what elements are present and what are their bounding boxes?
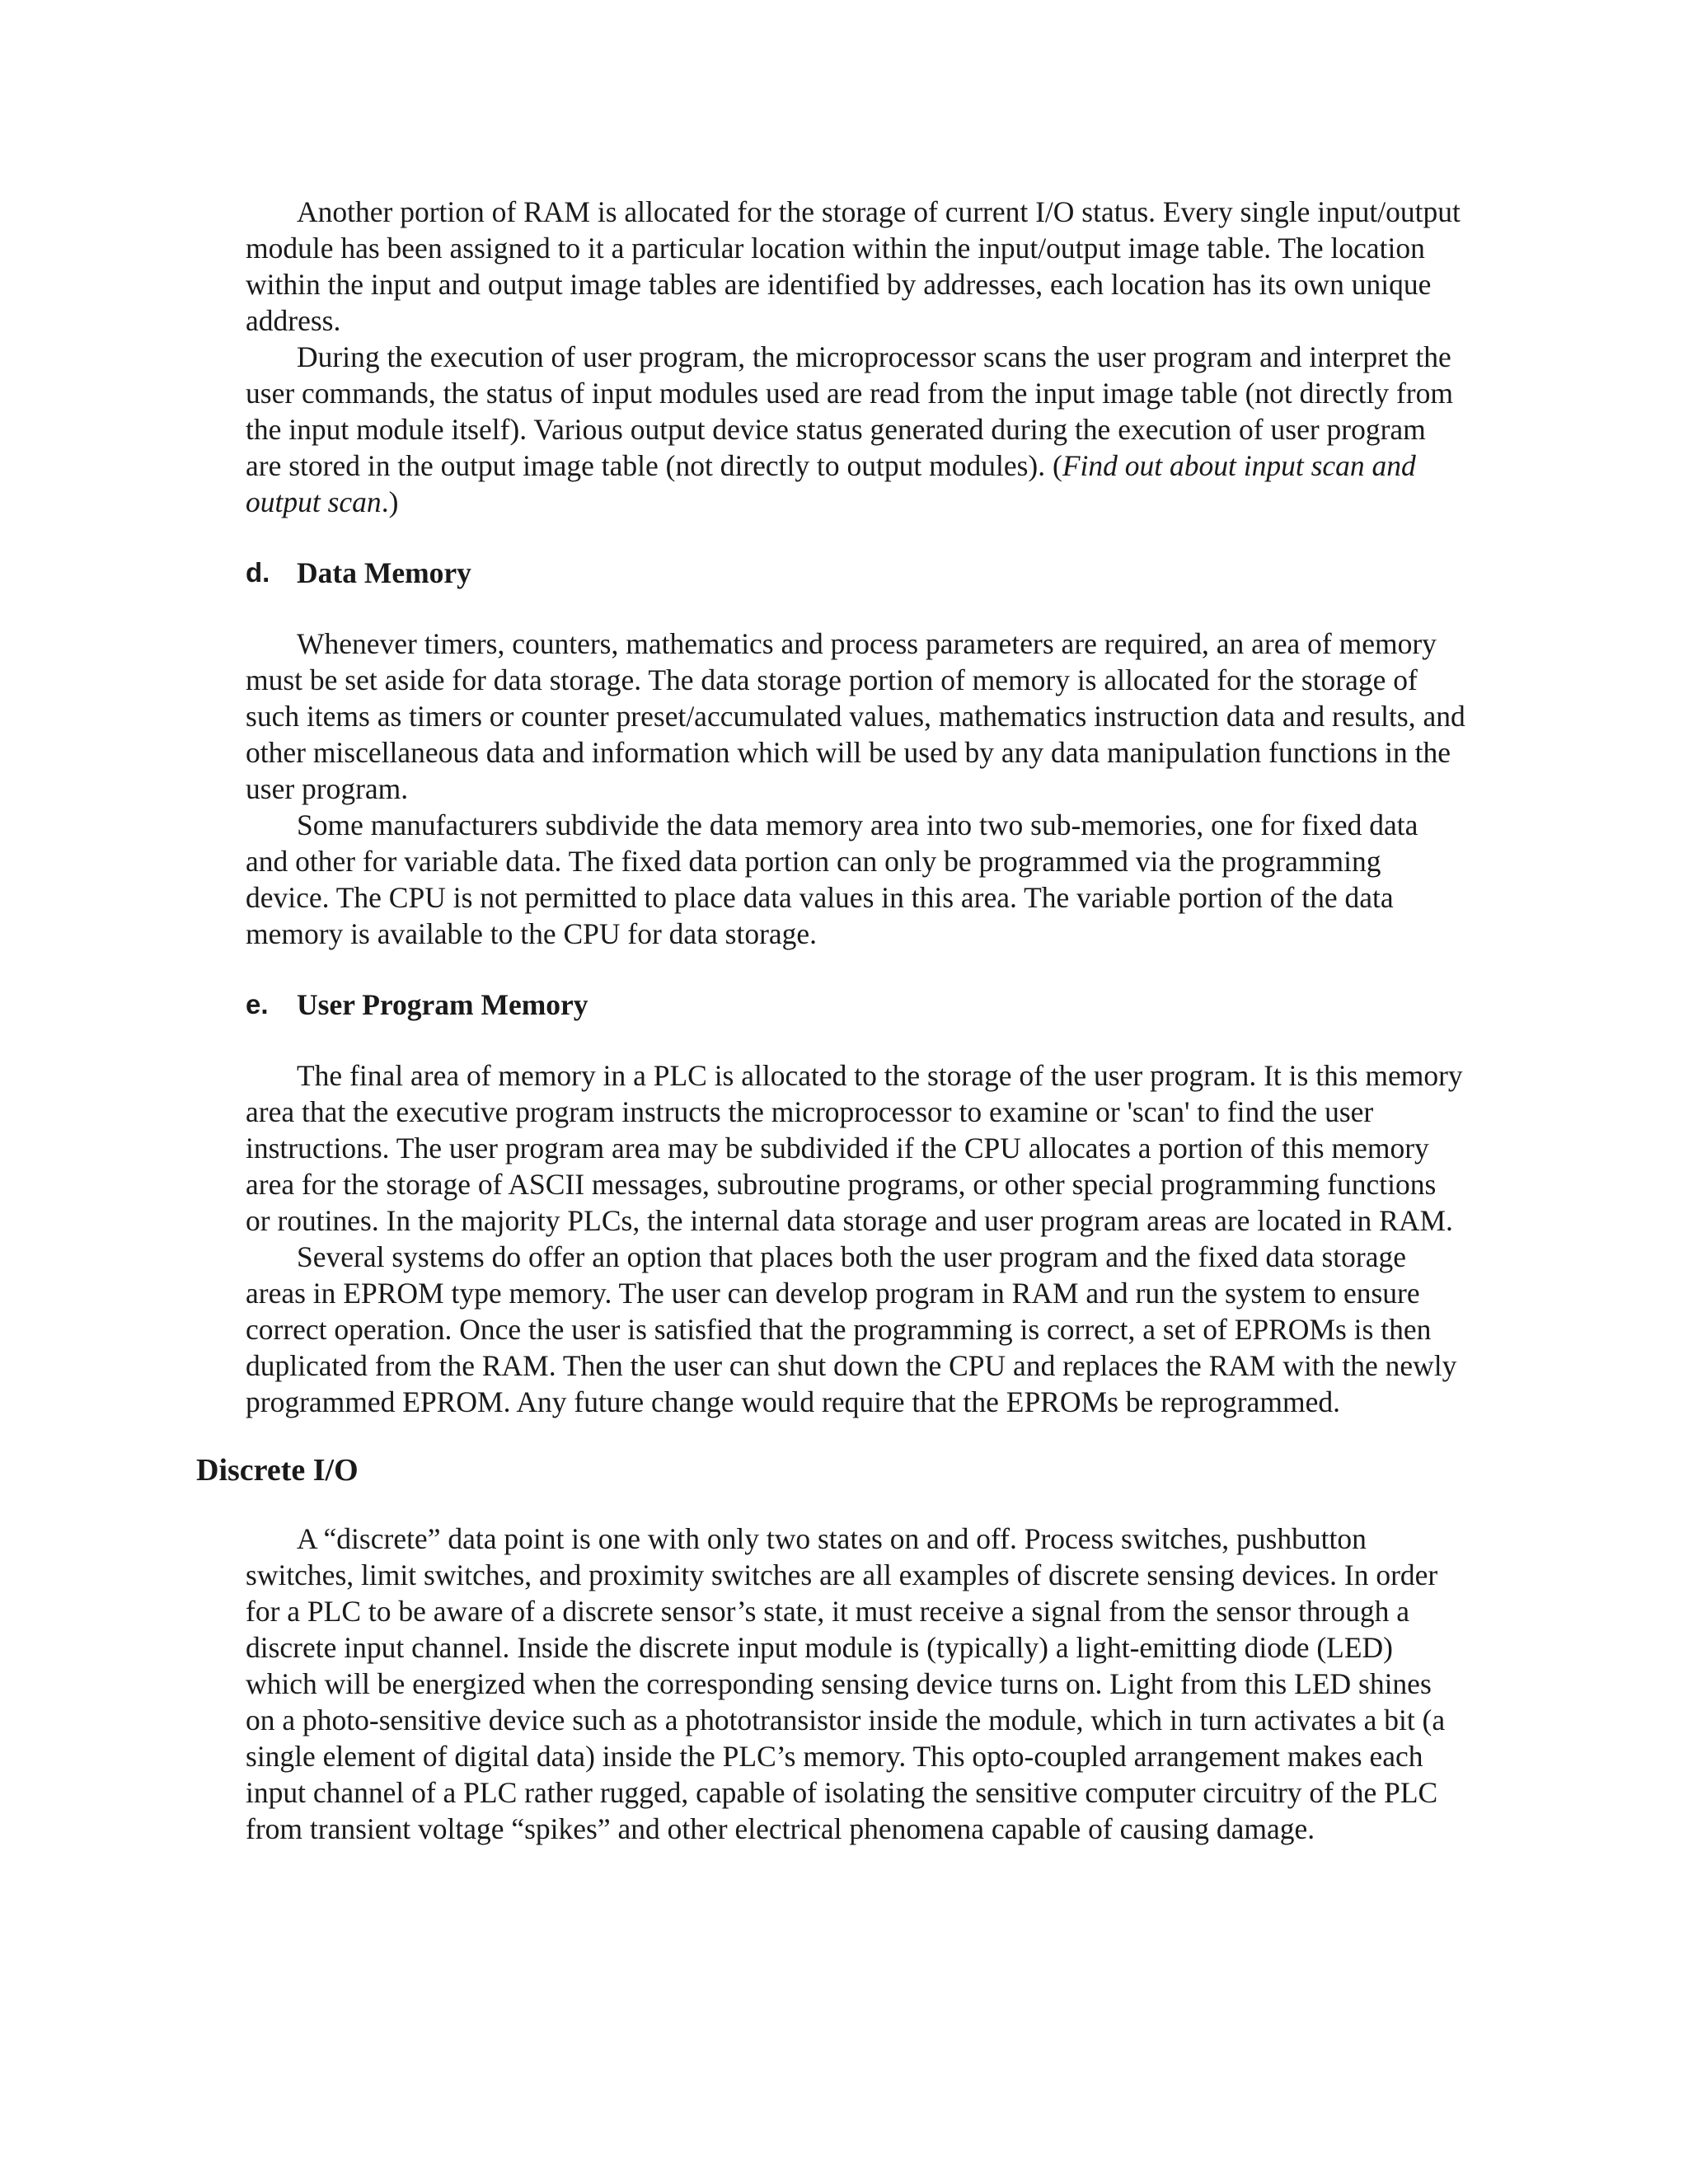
- heading-letter-d: d.: [246, 557, 270, 588]
- heading-user-program-memory-title: User Program Memory: [297, 988, 588, 1021]
- paragraph-discrete-io: A “discrete” data point is one with only two states on and off. Process switches, pushbutton switches, limit switches, and proximity switches are all examples of discrete sensing devices. In order for a PLC to be aware of a discrete sensor’s state, it must receive a signal from the sensor through a discrete input channel. Inside the discrete input module is (typically) a light-emitting diode (LED) which will be energized when the corresponding sensing device turns on. Light from this LED shines on a photo-sensitive device such as a phototransistor inside the module, which in turn activates a bit (a single element of digital data) inside the PLC’s memory. This opto-coupled arrangement makes each input channel of a PLC rather rugged, capable of isolating the sensitive computer circuitry of the PLC from transient voltage “spikes” and other electrical phenomena capable of causing damage.: [246, 1522, 1446, 1845]
- paragraph-user-program-2: Several systems do offer an option that places both the user program and the fixed data storage areas in EPROM type memory. The user can develop program in RAM and run the system to ensure correct operation. Once the user is satisfied that the programming is correct, a set of EPROMs is then duplicated from the RAM. Then the user can shut down the CPU and replaces the RAM with the newly programmed EPROM. Any future change would require that the EPROMs be reprogrammed.: [246, 1240, 1457, 1418]
- heading-user-program-memory: [246, 987, 1465, 1023]
- paragraph-execution: [246, 339, 1465, 520]
- heading-data-memory: [246, 555, 1465, 591]
- paragraph-execution-text: During the execution of user program, the microprocessor scans the user program and interpret the user commands, the status of input modules used are read from the input image table (not directly from the input module itself). Various output device status generated during the execution of user program are stored in the output image table (not directly to output modules).: [246, 340, 1453, 482]
- note-italic: Find out about input scan and output scan: [246, 449, 1416, 518]
- heading-letter-e: e.: [246, 989, 269, 1019]
- paragraph-data-memory-2: Some manufacturers subdivide the data memory area into two sub-memories, one for fixed data and other for variable data. The fixed data portion can only be programmed via the programming device. The CPU is not permitted to place data values in this area. The variable portion of the data memory is available to the CPU for data storage.: [246, 808, 1418, 950]
- heading-discrete-io: Discrete I/O: [196, 1453, 359, 1488]
- paragraph-data-memory-1: Whenever timers, counters, mathematics and process parameters are required, an area of memory must be set aside for data storage. The data storage portion of memory is allocated for the storage of such items as timers or counter preset/accumulated values, mathematics instruction data and results, and other miscellaneous data and information which will be used by any data manipulation functions in the user program.: [246, 627, 1465, 805]
- paragraph-io-status: Another portion of RAM is allocated for the storage of current I/O status. Every single input/output module has been assigned to it a particular location within the input/output image table. The location within the input and output image tables are identified by addresses, each location has its own unique address.: [246, 195, 1461, 337]
- heading-data-memory-title: Data Memory: [297, 556, 471, 589]
- paragraph-user-program-1: The final area of memory in a PLC is allocated to the storage of the user program. It is this memory area that the executive program instructs the microprocessor to examine or 'scan' to find the user instructions. The user program area may be subdivided if the CPU allocates a portion of this memory area for the storage of ASCII messages, subroutine programs, or other special programming functions or routines. In the majority PLCs, the internal data storage and user program areas are located in RAM.: [246, 1059, 1463, 1237]
- note-open: (: [1052, 449, 1062, 482]
- note-close: .): [381, 485, 399, 518]
- document-body: [196, 194, 1465, 1847]
